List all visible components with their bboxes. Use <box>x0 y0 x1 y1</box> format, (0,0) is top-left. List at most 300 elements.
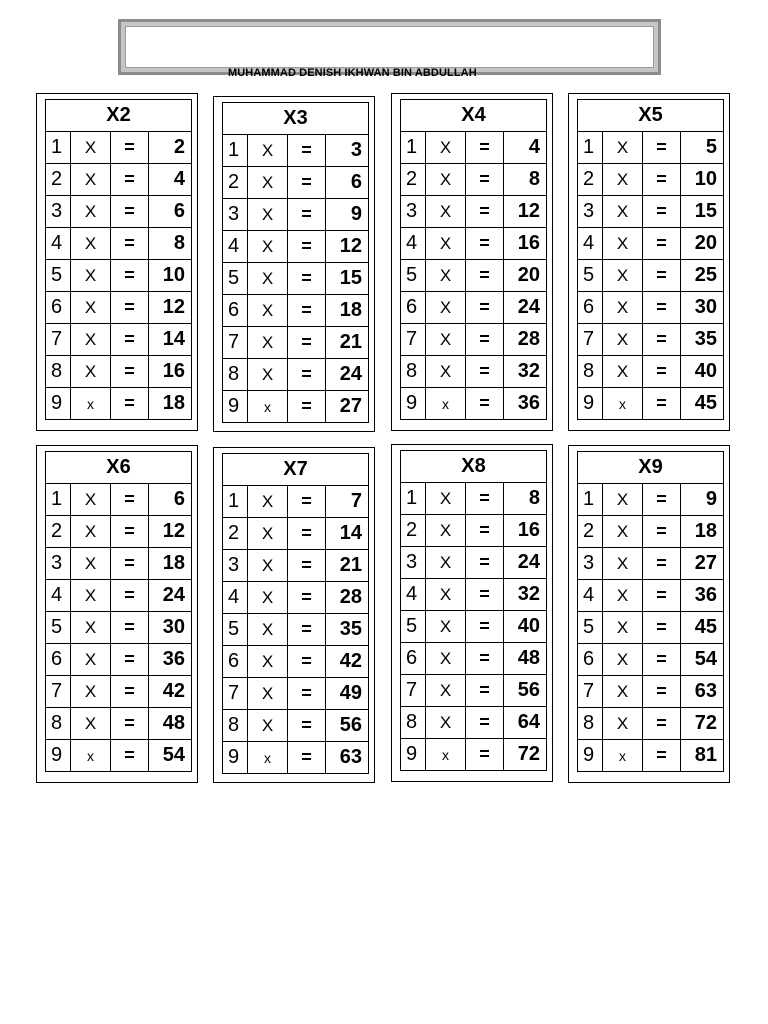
operator-cell: X <box>71 644 111 676</box>
table-row <box>401 260 547 292</box>
result-cell: 15 <box>681 196 724 228</box>
operator-cell: X <box>426 228 466 260</box>
times-table-card <box>391 93 553 431</box>
operator-cell: X <box>426 579 466 611</box>
result-cell: 40 <box>504 611 547 643</box>
equals-cell: = <box>643 740 681 772</box>
multiplier-cell: 6 <box>401 292 426 324</box>
times-table <box>400 99 547 420</box>
multiplier-cell: 6 <box>223 646 248 678</box>
multiplier-cell: 9 <box>401 739 426 771</box>
multiplier-cell: 8 <box>578 708 603 740</box>
multiplier-cell: 6 <box>46 644 71 676</box>
result-cell: 35 <box>681 324 724 356</box>
multiplier-cell: 2 <box>401 515 426 547</box>
table-row <box>223 135 369 167</box>
multiplier-cell: 5 <box>223 263 248 295</box>
multiplier-cell: 6 <box>578 292 603 324</box>
table-row <box>223 486 369 518</box>
table-row <box>578 644 724 676</box>
table-row <box>401 675 547 707</box>
multiplier-cell: 5 <box>401 611 426 643</box>
multiplier-cell: 4 <box>401 579 426 611</box>
result-cell: 40 <box>681 356 724 388</box>
operator-cell: X <box>71 612 111 644</box>
equals-cell: = <box>466 388 504 420</box>
equals-cell: = <box>111 548 149 580</box>
table-row <box>46 548 192 580</box>
operator-cell: X <box>603 612 643 644</box>
table-row <box>223 327 369 359</box>
equals-cell: = <box>643 356 681 388</box>
equals-cell: = <box>111 228 149 260</box>
operator-cell: X <box>426 356 466 388</box>
multiplier-cell: 4 <box>223 231 248 263</box>
operator-cell: X <box>603 164 643 196</box>
multiplier-cell: 9 <box>46 740 71 772</box>
result-cell: 64 <box>504 707 547 739</box>
equals-cell: = <box>466 515 504 547</box>
result-cell: 4 <box>149 164 192 196</box>
multiplier-cell: 3 <box>578 548 603 580</box>
times-table-card <box>391 444 553 782</box>
table-row <box>578 196 724 228</box>
operator-cell: X <box>248 678 288 710</box>
operator-cell: X <box>426 547 466 579</box>
equals-cell: = <box>643 132 681 164</box>
multiplier-cell: 8 <box>401 356 426 388</box>
multiplier-cell: 8 <box>578 356 603 388</box>
multiplier-cell: 3 <box>578 196 603 228</box>
times-table <box>400 450 547 771</box>
result-cell: 72 <box>504 739 547 771</box>
multiplier-cell: 9 <box>578 388 603 420</box>
operator-cell: X <box>603 132 643 164</box>
equals-cell: = <box>466 675 504 707</box>
operator-cell: X <box>426 483 466 515</box>
operator-cell: X <box>71 676 111 708</box>
equals-cell: = <box>111 740 149 772</box>
equals-cell: = <box>111 324 149 356</box>
operator-cell: X <box>71 484 111 516</box>
multiplier-cell: 1 <box>223 486 248 518</box>
result-cell: 45 <box>681 388 724 420</box>
operator-cell: X <box>426 707 466 739</box>
table-row <box>46 356 192 388</box>
equals-cell: = <box>643 228 681 260</box>
operator-cell: X <box>426 611 466 643</box>
operator-cell: X <box>603 356 643 388</box>
equals-cell: = <box>466 164 504 196</box>
table-row <box>223 518 369 550</box>
operator-cell: x <box>603 388 643 420</box>
result-cell: 2 <box>149 132 192 164</box>
result-cell: 63 <box>681 676 724 708</box>
result-cell: 56 <box>504 675 547 707</box>
equals-cell: = <box>111 708 149 740</box>
operator-cell: X <box>426 515 466 547</box>
multiplier-cell: 8 <box>223 710 248 742</box>
operator-cell: X <box>603 484 643 516</box>
multiplier-cell: 1 <box>401 483 426 515</box>
equals-cell: = <box>466 228 504 260</box>
operator-cell: X <box>603 324 643 356</box>
operator-cell: X <box>71 132 111 164</box>
operator-cell: x <box>248 391 288 423</box>
equals-cell: = <box>466 132 504 164</box>
operator-cell: X <box>71 228 111 260</box>
table-title: X6 <box>46 452 192 484</box>
multiplier-cell: 6 <box>578 644 603 676</box>
times-table-card <box>568 445 730 783</box>
table-row <box>223 742 369 774</box>
table-row <box>578 580 724 612</box>
table-row <box>46 644 192 676</box>
result-cell: 18 <box>149 388 192 420</box>
result-cell: 8 <box>504 483 547 515</box>
table-row <box>401 579 547 611</box>
table-row <box>223 295 369 327</box>
result-cell: 27 <box>681 548 724 580</box>
result-cell: 42 <box>149 676 192 708</box>
table-row <box>223 199 369 231</box>
multiplier-cell: 8 <box>46 356 71 388</box>
operator-cell: X <box>603 708 643 740</box>
operator-cell: x <box>248 742 288 774</box>
result-cell: 28 <box>504 324 547 356</box>
result-cell: 30 <box>681 292 724 324</box>
equals-cell: = <box>643 196 681 228</box>
multiplier-cell: 1 <box>46 484 71 516</box>
multiplier-cell: 5 <box>223 614 248 646</box>
equals-cell: = <box>643 484 681 516</box>
result-cell: 14 <box>326 518 369 550</box>
equals-cell: = <box>466 643 504 675</box>
multiplier-cell: 7 <box>578 676 603 708</box>
equals-cell: = <box>288 486 326 518</box>
operator-cell: X <box>603 676 643 708</box>
operator-cell: X <box>71 324 111 356</box>
table-title: X7 <box>223 454 369 486</box>
table-row <box>223 646 369 678</box>
operator-cell: X <box>71 292 111 324</box>
table-row <box>401 228 547 260</box>
equals-cell: = <box>288 646 326 678</box>
operator-cell: X <box>248 518 288 550</box>
equals-cell: = <box>288 582 326 614</box>
operator-cell: X <box>248 231 288 263</box>
equals-cell: = <box>111 484 149 516</box>
times-table <box>222 102 369 423</box>
operator-cell: X <box>603 644 643 676</box>
table-row <box>401 196 547 228</box>
table-row <box>578 676 724 708</box>
times-table-card <box>213 447 375 783</box>
operator-cell: X <box>71 580 111 612</box>
table-title: X4 <box>401 100 547 132</box>
result-cell: 54 <box>149 740 192 772</box>
result-cell: 15 <box>326 263 369 295</box>
equals-cell: = <box>111 164 149 196</box>
table-row <box>46 292 192 324</box>
multiplier-cell: 7 <box>46 324 71 356</box>
equals-cell: = <box>466 292 504 324</box>
multiplier-cell: 4 <box>46 228 71 260</box>
equals-cell: = <box>111 260 149 292</box>
table-row <box>223 710 369 742</box>
operator-cell: X <box>426 675 466 707</box>
result-cell: 56 <box>326 710 369 742</box>
multiplier-cell: 2 <box>401 164 426 196</box>
table-row <box>578 708 724 740</box>
owner-name: MUHAMMAD DENISH IKHWAN BIN ABDULLAH <box>228 67 477 79</box>
multiplier-cell: 2 <box>578 164 603 196</box>
equals-cell: = <box>111 644 149 676</box>
result-cell: 8 <box>504 164 547 196</box>
equals-cell: = <box>288 710 326 742</box>
operator-cell: X <box>426 292 466 324</box>
equals-cell: = <box>288 614 326 646</box>
equals-cell: = <box>288 359 326 391</box>
table-row <box>401 707 547 739</box>
operator-cell: x <box>426 739 466 771</box>
result-cell: 28 <box>326 582 369 614</box>
result-cell: 21 <box>326 327 369 359</box>
table-title: X8 <box>401 451 547 483</box>
table-row <box>578 164 724 196</box>
times-table <box>577 451 724 772</box>
multiplier-cell: 5 <box>46 612 71 644</box>
multiplier-cell: 6 <box>46 292 71 324</box>
multiplier-cell: 8 <box>46 708 71 740</box>
multiplier-cell: 3 <box>46 548 71 580</box>
equals-cell: = <box>643 260 681 292</box>
result-cell: 6 <box>149 484 192 516</box>
multiplier-cell: 6 <box>401 643 426 675</box>
table-row <box>46 132 192 164</box>
result-cell: 18 <box>681 516 724 548</box>
result-cell: 45 <box>681 612 724 644</box>
multiplier-cell: 7 <box>46 676 71 708</box>
equals-cell: = <box>111 612 149 644</box>
result-cell: 10 <box>681 164 724 196</box>
multiplier-cell: 5 <box>578 260 603 292</box>
equals-cell: = <box>643 580 681 612</box>
multiplier-cell: 1 <box>401 132 426 164</box>
operator-cell: x <box>603 740 643 772</box>
multiplier-cell: 1 <box>578 132 603 164</box>
operator-cell: x <box>426 388 466 420</box>
result-cell: 4 <box>504 132 547 164</box>
table-row <box>46 164 192 196</box>
table-row <box>46 196 192 228</box>
table-row <box>223 614 369 646</box>
equals-cell: = <box>643 644 681 676</box>
multiplier-cell: 3 <box>401 196 426 228</box>
result-cell: 6 <box>326 167 369 199</box>
operator-cell: X <box>248 550 288 582</box>
result-cell: 36 <box>149 644 192 676</box>
result-cell: 24 <box>149 580 192 612</box>
table-row <box>46 708 192 740</box>
table-row <box>401 324 547 356</box>
multiplier-cell: 9 <box>223 391 248 423</box>
result-cell: 81 <box>681 740 724 772</box>
equals-cell: = <box>643 164 681 196</box>
result-cell: 18 <box>326 295 369 327</box>
multiplier-cell: 2 <box>46 516 71 548</box>
table-row <box>46 260 192 292</box>
multiplier-cell: 4 <box>401 228 426 260</box>
multiplier-cell: 4 <box>46 580 71 612</box>
multiplier-cell: 7 <box>223 327 248 359</box>
result-cell: 42 <box>326 646 369 678</box>
multiplier-cell: 8 <box>401 707 426 739</box>
result-cell: 32 <box>504 356 547 388</box>
table-row <box>223 231 369 263</box>
result-cell: 12 <box>149 292 192 324</box>
equals-cell: = <box>643 516 681 548</box>
multiplier-cell: 7 <box>223 678 248 710</box>
equals-cell: = <box>288 391 326 423</box>
result-cell: 9 <box>326 199 369 231</box>
equals-cell: = <box>643 676 681 708</box>
table-row <box>46 740 192 772</box>
table-row <box>578 516 724 548</box>
table-row <box>578 292 724 324</box>
operator-cell: X <box>248 327 288 359</box>
table-row <box>578 324 724 356</box>
table-row <box>578 132 724 164</box>
multiplier-cell: 2 <box>223 518 248 550</box>
table-row <box>46 676 192 708</box>
table-row <box>401 547 547 579</box>
multiplier-cell: 5 <box>578 612 603 644</box>
result-cell: 7 <box>326 486 369 518</box>
equals-cell: = <box>466 611 504 643</box>
equals-cell: = <box>466 739 504 771</box>
table-row <box>46 580 192 612</box>
operator-cell: X <box>248 359 288 391</box>
equals-cell: = <box>466 707 504 739</box>
result-cell: 48 <box>504 643 547 675</box>
result-cell: 16 <box>149 356 192 388</box>
equals-cell: = <box>111 132 149 164</box>
result-cell: 20 <box>504 260 547 292</box>
table-title: X2 <box>46 100 192 132</box>
operator-cell: X <box>603 228 643 260</box>
table-row <box>223 263 369 295</box>
times-table <box>45 99 192 420</box>
operator-cell: X <box>71 516 111 548</box>
multiplier-cell: 3 <box>223 550 248 582</box>
operator-cell: X <box>426 164 466 196</box>
table-row <box>223 391 369 423</box>
multiplier-cell: 5 <box>401 260 426 292</box>
operator-cell: X <box>71 548 111 580</box>
multiplier-cell: 9 <box>578 740 603 772</box>
table-row <box>223 550 369 582</box>
operator-cell: X <box>603 292 643 324</box>
multiplier-cell: 9 <box>46 388 71 420</box>
table-row <box>401 164 547 196</box>
operator-cell: X <box>248 614 288 646</box>
table-row <box>401 643 547 675</box>
result-cell: 35 <box>326 614 369 646</box>
result-cell: 32 <box>504 579 547 611</box>
table-row <box>578 228 724 260</box>
operator-cell: X <box>603 196 643 228</box>
equals-cell: = <box>288 167 326 199</box>
multiplier-cell: 7 <box>578 324 603 356</box>
equals-cell: = <box>643 548 681 580</box>
times-table-card <box>568 93 730 431</box>
table-title: X5 <box>578 100 724 132</box>
result-cell: 6 <box>149 196 192 228</box>
table-row <box>401 611 547 643</box>
table-row <box>46 388 192 420</box>
table-row <box>223 167 369 199</box>
result-cell: 27 <box>326 391 369 423</box>
equals-cell: = <box>111 580 149 612</box>
table-row <box>401 292 547 324</box>
table-row <box>578 356 724 388</box>
result-cell: 12 <box>504 196 547 228</box>
result-cell: 10 <box>149 260 192 292</box>
result-cell: 16 <box>504 228 547 260</box>
equals-cell: = <box>643 292 681 324</box>
equals-cell: = <box>643 388 681 420</box>
times-table <box>577 99 724 420</box>
table-title: X3 <box>223 103 369 135</box>
multiplier-cell: 3 <box>401 547 426 579</box>
title-box-inner <box>125 26 654 68</box>
equals-cell: = <box>643 612 681 644</box>
multiplier-cell: 6 <box>223 295 248 327</box>
operator-cell: X <box>426 196 466 228</box>
multiplier-cell: 2 <box>578 516 603 548</box>
equals-cell: = <box>288 231 326 263</box>
equals-cell: = <box>111 388 149 420</box>
operator-cell: X <box>248 295 288 327</box>
operator-cell: X <box>248 710 288 742</box>
operator-cell: X <box>426 260 466 292</box>
equals-cell: = <box>288 327 326 359</box>
result-cell: 49 <box>326 678 369 710</box>
result-cell: 24 <box>504 292 547 324</box>
result-cell: 18 <box>149 548 192 580</box>
equals-cell: = <box>288 742 326 774</box>
multiplier-cell: 3 <box>223 199 248 231</box>
table-row <box>223 582 369 614</box>
result-cell: 24 <box>504 547 547 579</box>
operator-cell: X <box>71 708 111 740</box>
operator-cell: X <box>248 167 288 199</box>
multiplier-cell: 4 <box>578 228 603 260</box>
multiplier-cell: 1 <box>578 484 603 516</box>
multiplier-cell: 9 <box>223 742 248 774</box>
operator-cell: X <box>248 135 288 167</box>
equals-cell: = <box>288 518 326 550</box>
equals-cell: = <box>288 295 326 327</box>
multiplier-cell: 3 <box>46 196 71 228</box>
multiplier-cell: 2 <box>223 167 248 199</box>
result-cell: 36 <box>681 580 724 612</box>
operator-cell: X <box>426 324 466 356</box>
equals-cell: = <box>288 135 326 167</box>
table-row <box>46 516 192 548</box>
table-row <box>578 740 724 772</box>
